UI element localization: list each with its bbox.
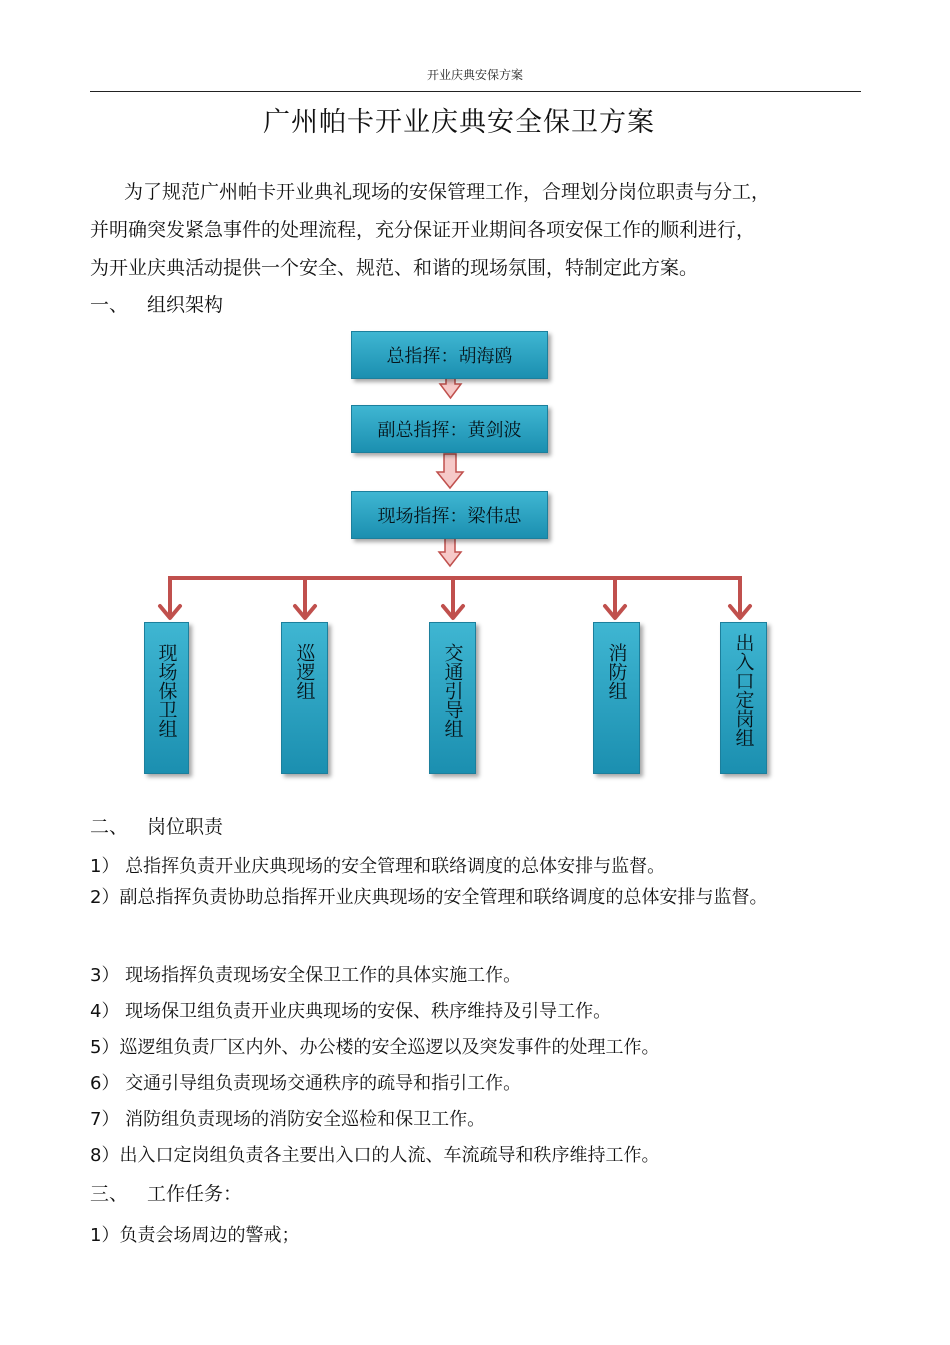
duty-item: 2）副总指挥负责协助总指挥开业庆典现场的安全管理和联络调度的总体安排与监督。: [90, 887, 768, 908]
section-heading-tasks: [90, 1179, 242, 1206]
org-group-traffic: [429, 622, 476, 774]
duty-item: 4） 现场保卫组负责开业庆典现场的安保、秩序维持及引导工作。: [90, 1001, 612, 1022]
org-group-patrol: [281, 622, 328, 774]
org-group-fire: [593, 622, 640, 774]
org-group-label: 出入口定岗组: [732, 633, 755, 747]
duty-item: 6） 交通引导组负责现场交通秩序的疏导和指引工作。: [90, 1073, 522, 1094]
intro-line: 为开业庆典活动提供一个安全、规范、和谐的现场氛围，特制定此方案。: [90, 257, 699, 279]
document-title: 广州帕卡开业庆典安全保卫方案: [263, 107, 655, 138]
branch-drop-5: [730, 578, 750, 618]
org-group-label: 现场保卫组: [155, 643, 178, 738]
down-arrow-3: [439, 537, 461, 566]
running-header: 开业庆典安保方案: [426, 68, 523, 82]
org-group-entrance: [720, 622, 767, 774]
branch-drop-2: [295, 578, 315, 618]
org-box-commander: [351, 331, 548, 379]
org-group-label: 消防组: [605, 643, 628, 700]
org-box-label: 总指挥：胡海鸥: [386, 346, 513, 367]
section-title: 工作任务：: [147, 1183, 243, 1205]
duty-item: 1） 总指挥负责开业庆典现场的安全管理和联络调度的总体安排与监督。: [90, 856, 666, 877]
intro-line: 为了规范广州帕卡开业典礼现场的安保管理工作，合理划分岗位职责与分工，: [124, 181, 771, 203]
duty-item: 7） 消防组负责现场的消防安全巡检和保卫工作。: [90, 1109, 486, 1130]
section-number: 二、: [90, 816, 129, 838]
org-box-deputy: [351, 405, 548, 453]
intro-line: 并明确突发紧急事件的处理流程，充分保证开业期间各项安保工作的顺利进行，: [90, 219, 756, 241]
org-box-site-commander: [351, 491, 548, 539]
section-heading-duties: [90, 812, 223, 839]
org-group-label: 巡逻组: [293, 643, 316, 700]
duty-item: 8）出入口定岗组负责各主要出入口的人流、车流疏导和秩序维持工作。: [90, 1145, 660, 1166]
task-item: 1）负责会场周边的警戒；: [90, 1225, 300, 1246]
branch-drop-1: [160, 578, 180, 618]
org-group-label: 交通引导组: [441, 643, 464, 738]
org-box-label: 副总指挥：黄剑波: [377, 420, 522, 441]
branch-drop-4: [605, 578, 625, 618]
branch-drop-3: [443, 578, 463, 618]
section-number: 三、: [90, 1183, 129, 1205]
section-title: 组织架构: [147, 294, 224, 316]
duty-item: 3） 现场指挥负责现场安全保卫工作的具体实施工作。: [90, 965, 522, 986]
section-title: 岗位职责: [147, 816, 224, 838]
org-box-label: 现场指挥：梁伟忠: [377, 506, 522, 527]
duty-item: 5）巡逻组负责厂区内外、办公楼的安全巡逻以及突发事件的处理工作。: [90, 1037, 660, 1058]
down-arrow-2: [437, 454, 463, 488]
org-group-site-security: [144, 622, 189, 774]
section-number: 一、: [90, 294, 129, 316]
